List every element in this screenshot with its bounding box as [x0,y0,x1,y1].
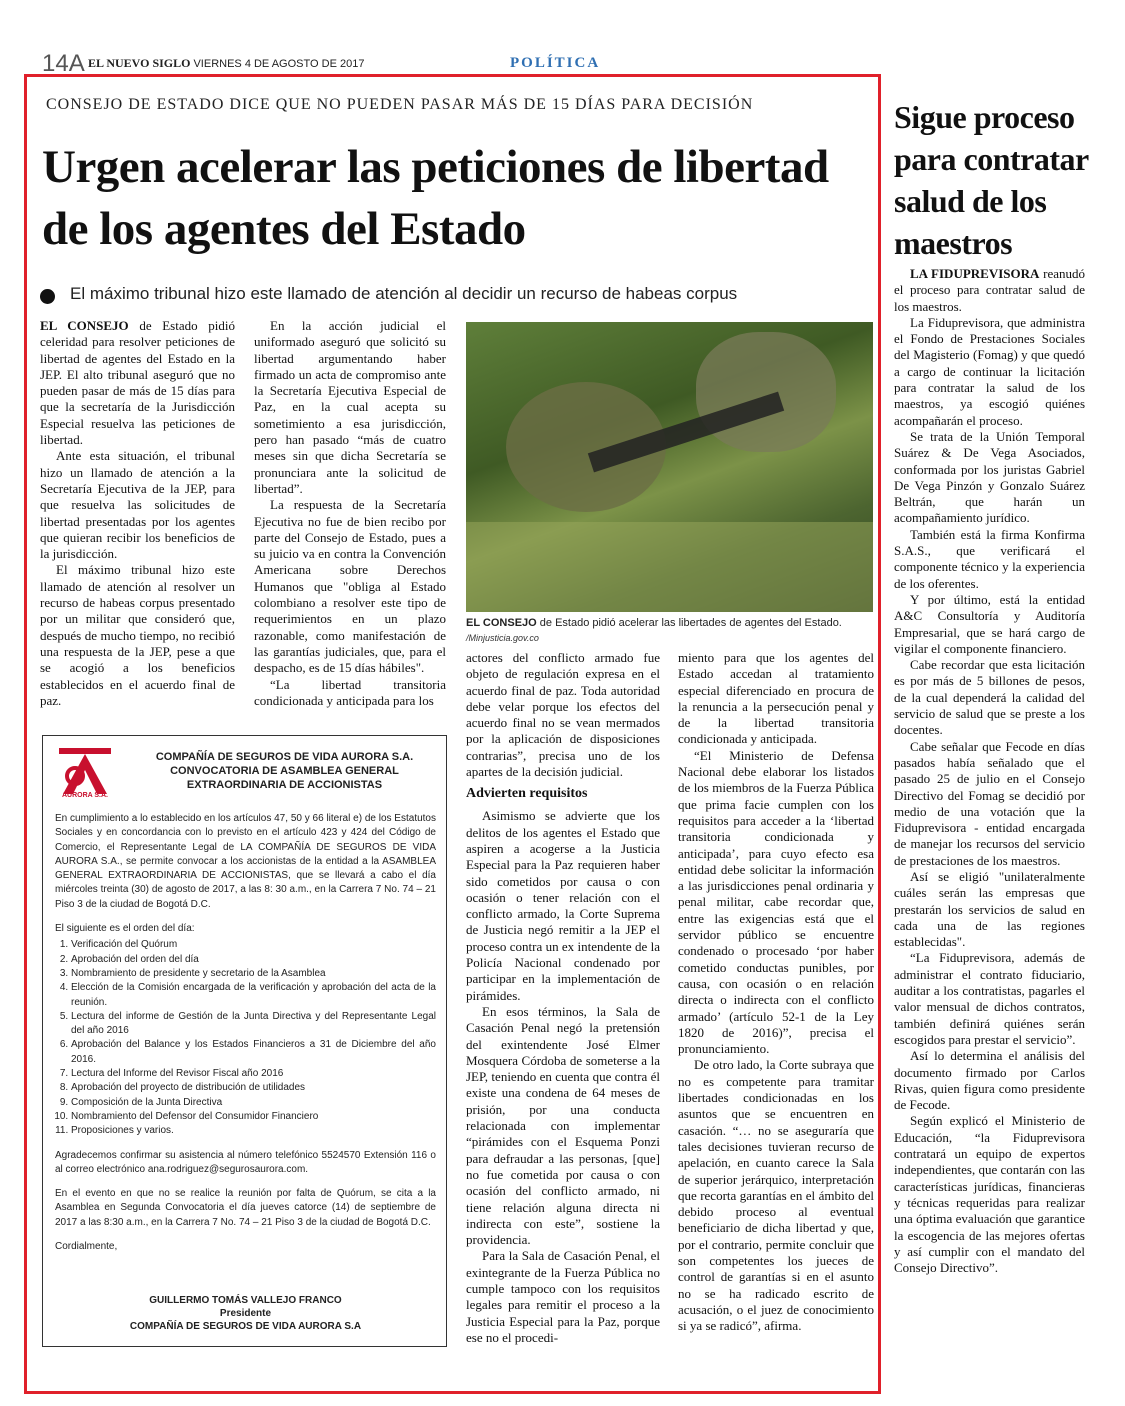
ad-closing: Cordialmente, [55,1241,118,1253]
article-kicker: CONSEJO DE ESTADO DICE QUE NO PUEDEN PASAR MÁS DE 15 DÍAS PARA DECISIÓN [46,96,754,113]
agenda-item: 3. Nombramiento de presidente y secretario de la Asamblea [71,967,436,981]
soldier-photo [466,322,873,612]
caption-text: de Estado pidió acelerar las libertades de agentes del Estado. [536,617,842,629]
paragraph: Así se eligió "unilateralmente cuáles serán las empresas que prestarán los servicios de salud en cada una de las regiones establecidas". [894,868,1085,950]
ad-title-2: EXTRAORDINARIA DE ACCIONISTAS [186,779,383,791]
paragraph: En la acción judicial el uniformado aseguró que solicitó su libertad argumentando haber firmado un acta de compromiso ante la Secretaría Ejecutiva Especial de Paz, en la cual acepta su sometimiento a esa jurisdicción, pero han pasado “más de cuatro meses sin que dicha Secretaría se pronunciara ante la solicitud de libertad”. [254,318,446,496]
paragraph: “El Ministerio de Defensa Nacional debe elaborar los listados de los miembros de la Fuerza Pública que prima facie cumplen con los requisitos para acceder a la ‘libertad transitoria condicionada y anticipada’, para cuyo efecto esa entidad debe solicitar la información a las jurisdicciones penal ordinaria y penal militar, cabe recordar que, entre las exigencias está que el servidor público se encuentre condenado o procesado ‘por haber cometido conductas punibles, por causa, con ocasión o en relación directa o indirecta con el conflicto armado’ (artículo 52-1 de la Ley 1820 de 2016)”, precisa el pronunciamiento. [678,747,874,1057]
agenda-list [55,938,436,1138]
article-headline: Urgen acelerar las peticiones de libertad de los agentes del Estado [42,141,829,255]
photo-caption [466,617,873,629]
page-number: 14A [42,50,85,77]
paragraph: Para la Sala de Casación Penal, el exintegrante de la Fuerza Pública no cumple tampoco con los requisitos legales para remitir el proceso a la Justicia Especial para la Paz, porque ese no el procedi- [466,1248,660,1345]
paragraph: Ante esta situación, el tribunal hizo un llamado de atención a la Secretaría Ejecutiva de la JEP, para que resuelva las solicitudes de libertad presentadas por los agentes que quieran recibir los beneficios de la jurisdicción. [40,448,235,562]
ad-body [55,812,436,1264]
ad-heading [127,750,442,792]
paragraph: actores del conflicto armado fue objeto de regulación expresa en el acuerdo final de paz. Toda autoridad debe velar porque los efectos del acuerdo final no se vean mermados por la aplicación de disposiciones contrarias”, precisa uno de los apartes de la decisión judicial. [466,650,660,780]
section-label: POLÍTICA [510,55,601,71]
paragraph: Cabe señalar que Fecode en días pasados había señalado que el pasado 25 de julio en el Consejo Directivo del Fomag se decidió por medio de una votación que la Fiduprevisora - entidad encargada de manejar los recursos del servicio de prestaciones de los maestros. [894,738,1085,868]
ad-second-call: En el evento en que no se realice la reunión por falta de Quórum, se cita a la Asamblea en Segunda Convocatoria el día jueves catorce (14) de septiembre de 2017 a las 8:30 a.m., en la Carrera 7 No. 74 – 21 Piso 3 de la ciudad de Bogotá D.C. [55,1188,436,1228]
paragraph: La respuesta de la Secretaría Ejecutiva no fue de bien recibo por parte del Consejo de Estado, pues a su juicio va en contra la Convención Americana sobre Derechos Humanos que "obliga al Estado colombiano a resolver este tipo de requerimientos en un plazo razonable, como manifestación de las garantías judiciales, que, para el despacho, es de 15 días hábiles". [254,497,446,676]
paragraph: Asimismo se advierte que los delitos de los agentes el Estado que aspiren a acogerse a la Justicia Especial para la Paz requieren haber sido cometidos por causa o con ocasión o tener relación con el conflicto armado, la Corte Suprema de Justicia negó remitir a la JEP el proceso contra un ex intendente de la Policía Nacional condenado por participar en la implementación de pirámides. [466,808,660,1003]
agenda-item: 2. Aprobación del orden del día [71,953,436,967]
paragraph: De otro lado, la Corte subraya que no es competente para tramitar libertades condicionadas en los asuntos que se encuentren en casación. “… no se aseguraría que tales decisiones tuvieran recurso de apelación, en cuanto carece la Sala de superior jerárquico, interpretación que recorta garantías en el ámbito del debido proceso al eventual beneficiario de dicha libertad y que, por el contrario, permite concluir que son competentes los jueces de control de garantías si en el asunto no se ha radicado escrito de acusación, o el juez de conocimiento si ya se radicó”, afirma. [678,1057,874,1334]
paragraph: También está la firma Konfirma S.A.S., que verificará el componente técnico y la experiencia de los oferentes. [894,526,1085,591]
article-subhead: El máximo tribunal hizo este llamado de atención al decidir un recurso de habeas corpus [70,284,738,303]
ad-signature [55,1294,436,1333]
ad-title: CONVOCATORIA DE ASAMBLEA GENERAL [170,765,399,777]
bullet-icon [40,289,55,304]
paper-name: EL NUEVO SIGLO [88,56,191,70]
paragraph: Así lo determina el análisis del documento firmado por Carlos Rivas, quien figura como presidente de Fecode. [894,1048,1085,1113]
agenda-intro: El siguiente es el orden del día: [55,923,195,935]
paragraph: En esos términos, la Sala de Casación Penal negó la pretensión del exintendente José Elmer Mosquera Córdoba de someterse a la JEP, teniendo en cuenta que contra él existe una condena de 64 meses de prisión, por una conducta relacionada con implementar “pirámides con el Esquema Ponzi para defraudar a las personas, [que] no fue cometida por causa o con ocasión del conflicto armado, ni tiene relación alguna directa ni indirecta con este”, sostiene la providencia. [466,1003,660,1248]
caption-lead: EL CONSEJO [466,617,537,629]
agenda-item: 7. Lectura del Informe del Revisor Fiscal año 2016 [71,1067,436,1081]
agenda-item: 6. Aprobación del Balance y los Estados Financieros a 31 de Diciembre del año 2016. [71,1038,436,1067]
section-subhead: Advierten requisitos [466,786,588,802]
sidebar-article [894,266,1085,1276]
article-column-4 [678,650,874,1334]
ad-rsvp: Agradecemos confirmar su asistencia al número telefónico 5524570 Extensión 116 o al correo electrónico ana.rodriguez@segurosaurora.com. [55,1149,436,1175]
masthead [88,56,364,71]
article-column-2 [254,318,446,709]
agenda-item: 5. Lectura del informe de Gestión de la Junta Directiva y del Representante Legal del año 2016 [71,1010,436,1039]
paragraph: Cabe recordar que esta licitación es por más de 5 billones de pesos, de la cual dependerá la calidad del servicio de salud que se preste a los docentes. [894,657,1085,738]
paragraph: Y por último, está la entidad A&C Consultoría y Auditoría Empresarial, que se hará cargo de vigilar el componente financiero. [894,591,1085,656]
paragraph: miento para que los agentes del Estado accedan al tratamiento especial diferenciado en procura de la renuncia a la persecución penal y de la libertad transitoria condicionada y anticipada. [678,650,874,747]
signer-name: GUILLERMO TOMÁS VALLEJO FRANCO [149,1295,342,1306]
signer-role: Presidente [219,1308,272,1319]
paragraph: de Estado pidió celeridad para resolver peticiones de libertad de agentes del Estado en la JEP. El alto tribunal aseguró que no pueden pasar de más de 15 días para que la secretaría de la Jurisdicción Especial resuelva las peticiones de libertad. [40,318,235,448]
paragraph: Se trata de la Unión Temporal Suárez & De Vega Asociados, conformada por los juristas Gabriel De Vega Pinzón y Gonzalo Suárez Beltrán, que harán un acompañamiento jurídico. [894,428,1085,526]
article-column-3 [466,650,660,1346]
paragraph: Según explicó el Ministerio de Educación, “la Fiduprevisora contratará un equipo de expertos independientes, que contarán con las características jurídicas, financieras y técnicas requeridas para realizar una óptima evaluación que garantice la escogencia de las mejores ofertas y así cumplir con el mandato del Consejo Directivo”. [894,1113,1085,1276]
agenda-item: 1. Verificación del Quórum [71,938,436,952]
ad-intro: En cumplimiento a lo establecido en los artículos 47, 50 y 66 literal e) de los Estatutos Sociales y en concordancia con lo previsto en el artículo 423 y 424 del Código de Comercio, el Representante Legal de LA COMPAÑÍA DE SEGUROS DE VIDA AURORA S.A., se permite convocar a los accionistas de la entidad a la ASAMBLEA GENERAL EXTRAORDINARIA DE ACCIONISTAS, que se llevará a cabo el día miércoles treinta (30) de agosto de 2017, a las 8: 30 a.m., en la Carrera 7 No. 74 – 21 Piso 3 de la ciudad de Bogotá D.C. [55,813,436,910]
agenda-item: 11. Proposiciones y varios. [71,1124,436,1138]
logo-wordmark: AURORA S.A. [61,792,109,799]
paragraph: reanudó el proceso para contratar salud de los maestros. [894,266,1085,314]
lead-in: EL CONSEJO [40,318,129,333]
paragraph: El máximo tribunal hizo este llamado de atención al resolver un recurso de habeas corpus presentado por un militar que consideró que, después de mucho tiempo, no recibió una respuesta de la JEP, pese a que se acogió a los beneficios establecidos en el acuerdo final de paz. [40,562,235,708]
paragraph: “La libertad transitoria condicionada y anticipada para los [254,676,446,708]
signer-company: COMPAÑÍA DE SEGUROS DE VIDA AURORA S.A [129,1321,362,1332]
agenda-item: 10. Nombramiento del Defensor del Consumidor Financiero [71,1110,436,1124]
lead-in: LA FIDUPREVISORA [910,266,1040,281]
photo-credit: /Minjusticia.gov.co [466,633,539,643]
paragraph: La Fiduprevisora, que administra el Fondo de Prestaciones Sociales del Magisterio (Fomag) y que quedó a cargo de continuar la licitación para contratar la salud de los maestros, ya escogió quiénes acompañarán el proceso. [894,314,1085,428]
issue-date: VIERNES 4 DE AGOSTO DE 2017 [193,58,365,70]
ad-company: COMPAÑÍA DE SEGUROS DE VIDA AURORA S.A. [155,751,414,763]
paragraph: “La Fiduprevisora, además de administrar el contrato fiduciario, auditar a los contratistas, pagarles el valor mensual de dichos contratos, también definirá quiénes serán escogidos para prestar el servicio”. [894,950,1085,1047]
article-column-1 [40,318,235,709]
agenda-item: 8. Aprobación del proyecto de distribución de utilidades [71,1081,436,1095]
agenda-item: 4. Elección de la Comisión encargada de la verificación y aprobación del acta de la reunión. [71,981,436,1010]
sidebar-headline: Sigue proceso para contratar salud de los maestros [894,99,1089,261]
shareholder-notice-ad [42,735,447,1347]
agenda-item: 9. Composición de la Junta Directiva [71,1096,436,1110]
